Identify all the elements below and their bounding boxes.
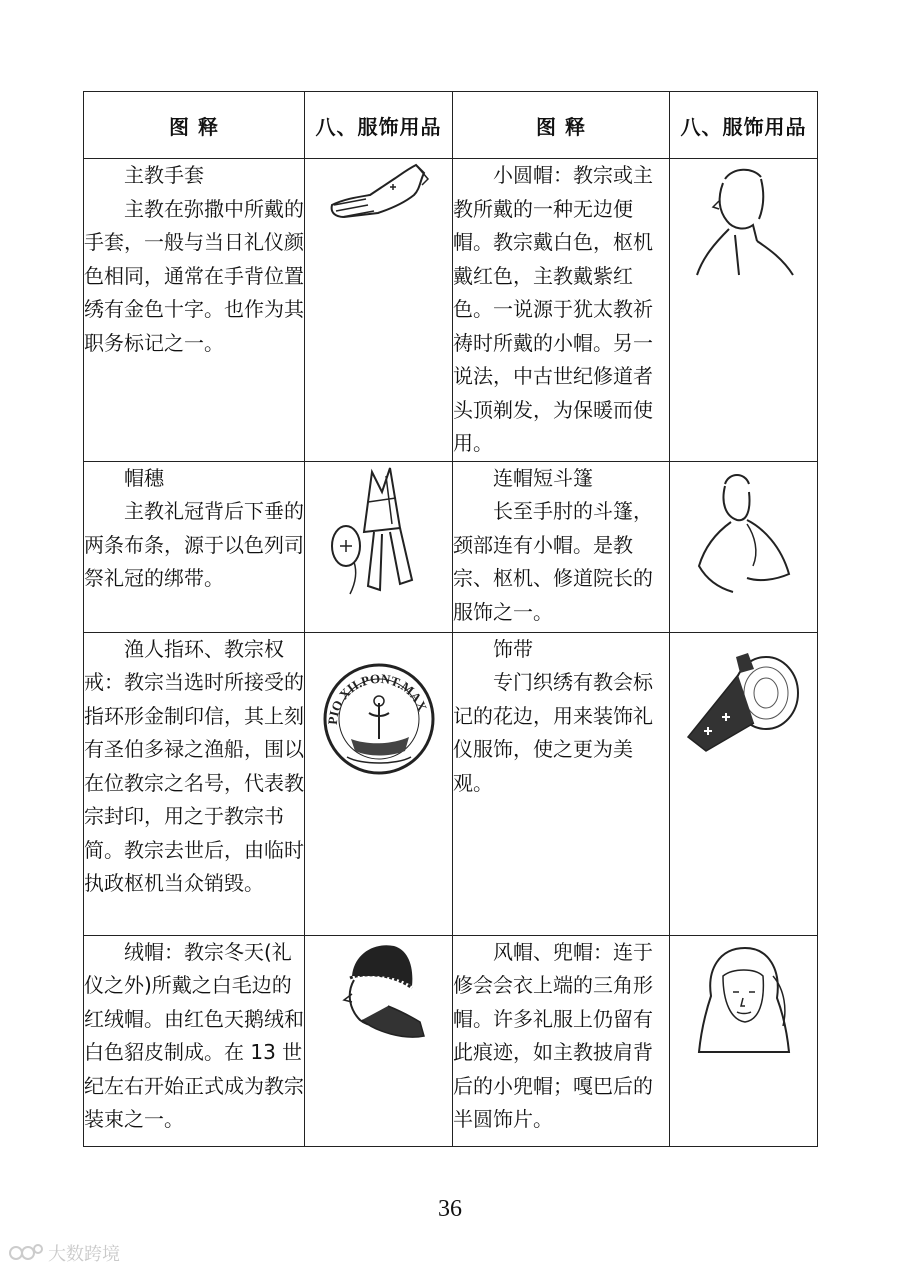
- entry-picture: [305, 461, 453, 632]
- entry-picture: [305, 632, 453, 935]
- entry-text: [84, 632, 305, 935]
- table-row: [84, 461, 818, 632]
- entry-title: 饰带: [493, 636, 533, 661]
- entry-picture: [305, 935, 453, 1146]
- table-row: [84, 159, 818, 462]
- fisherman-ring-seal-icon: [321, 661, 437, 777]
- glove-icon: [324, 159, 434, 229]
- mitre-lappets-icon: [324, 462, 434, 602]
- entry-text: [84, 159, 305, 462]
- entry-title: 连帽短斗篷: [493, 465, 593, 490]
- entry-picture: [670, 632, 818, 935]
- mozzetta-figure-icon: [689, 462, 799, 602]
- entry-picture: [670, 461, 818, 632]
- entry-body: 专门织绣有教会标记的花边，用来装饰礼仪服饰，使之更为美观。: [453, 670, 653, 795]
- entry-text: [453, 159, 670, 462]
- entry-title: 帽穗: [124, 465, 164, 490]
- entry-body: 渔人指环、教宗权戒：教宗当选时所接受的指环形金制印信，其上刻有圣伯多禄之渔船，围以在位教宗之名号，代表教宗封印，用之于教宗书简。教宗去世后，由临时执政枢机当众销毁。: [84, 636, 304, 895]
- costume-table: [83, 91, 818, 1147]
- header-col2: 八、服饰用品: [305, 92, 453, 159]
- orphrey-roll-icon: [684, 647, 804, 757]
- entry-body: 绒帽：教宗冬天(礼仪之外)所戴之白毛边的红绒帽。由红色天鹅绒和白色貂皮制成。在 13 世纪左右开始正式成为教宗装束之一。: [84, 939, 304, 1131]
- seal-text: PIO XII.PONT.MAX: [324, 670, 430, 725]
- entry-picture: [670, 935, 818, 1146]
- entry-body: 主教礼冠背后下垂的两条布条，源于以色列司祭礼冠的绑带。: [84, 499, 304, 590]
- header-col3: 图 释: [453, 92, 670, 159]
- entry-picture: [670, 159, 818, 462]
- entry-text: [453, 935, 670, 1146]
- entry-body: 长至手肘的斗篷，颈部连有小帽。是教宗、枢机、修道院长的服饰之一。: [453, 499, 653, 624]
- entry-text: [453, 632, 670, 935]
- table-row: [84, 632, 818, 935]
- table-row: [84, 935, 818, 1146]
- page-number: 36: [438, 1196, 462, 1222]
- camauro-figure-icon: [324, 936, 434, 1046]
- entry-text: [84, 935, 305, 1146]
- watermark: [8, 1240, 120, 1266]
- header-row: [84, 92, 818, 159]
- watermark-text: 大数跨境: [48, 1244, 120, 1265]
- hood-figure-icon: [689, 936, 799, 1056]
- entry-body: 风帽、兜帽：连于修会会衣上端的三角形帽。许多礼服上仍留有此痕迹，如主教披肩背后的小兜帽；嘎巴后的半圆饰片。: [453, 939, 653, 1131]
- entry-text: [453, 461, 670, 632]
- header-col4: 八、服饰用品: [670, 92, 818, 159]
- entry-text: [84, 461, 305, 632]
- entry-body: 主教在弥撒中所戴的手套，一般与当日礼仪颜色相同，通常在手背位置绣有金色十字。也作为其职务标记之一。: [84, 196, 304, 355]
- zucchetto-figure-icon: [689, 159, 799, 279]
- entry-body: 小圆帽：教宗或主教所戴的一种无边便帽。教宗戴白色，枢机戴红色，主教戴紫红色。一说源于犹太教祈祷时所戴的小帽。另一说法，中古世纪修道者头顶剃发，为保暖而使用。: [453, 163, 653, 455]
- header-col1: 图 释: [84, 92, 305, 159]
- entry-title: 主教手套: [124, 163, 204, 187]
- watermark-logo-icon: [8, 1243, 44, 1263]
- entry-picture: [305, 159, 453, 462]
